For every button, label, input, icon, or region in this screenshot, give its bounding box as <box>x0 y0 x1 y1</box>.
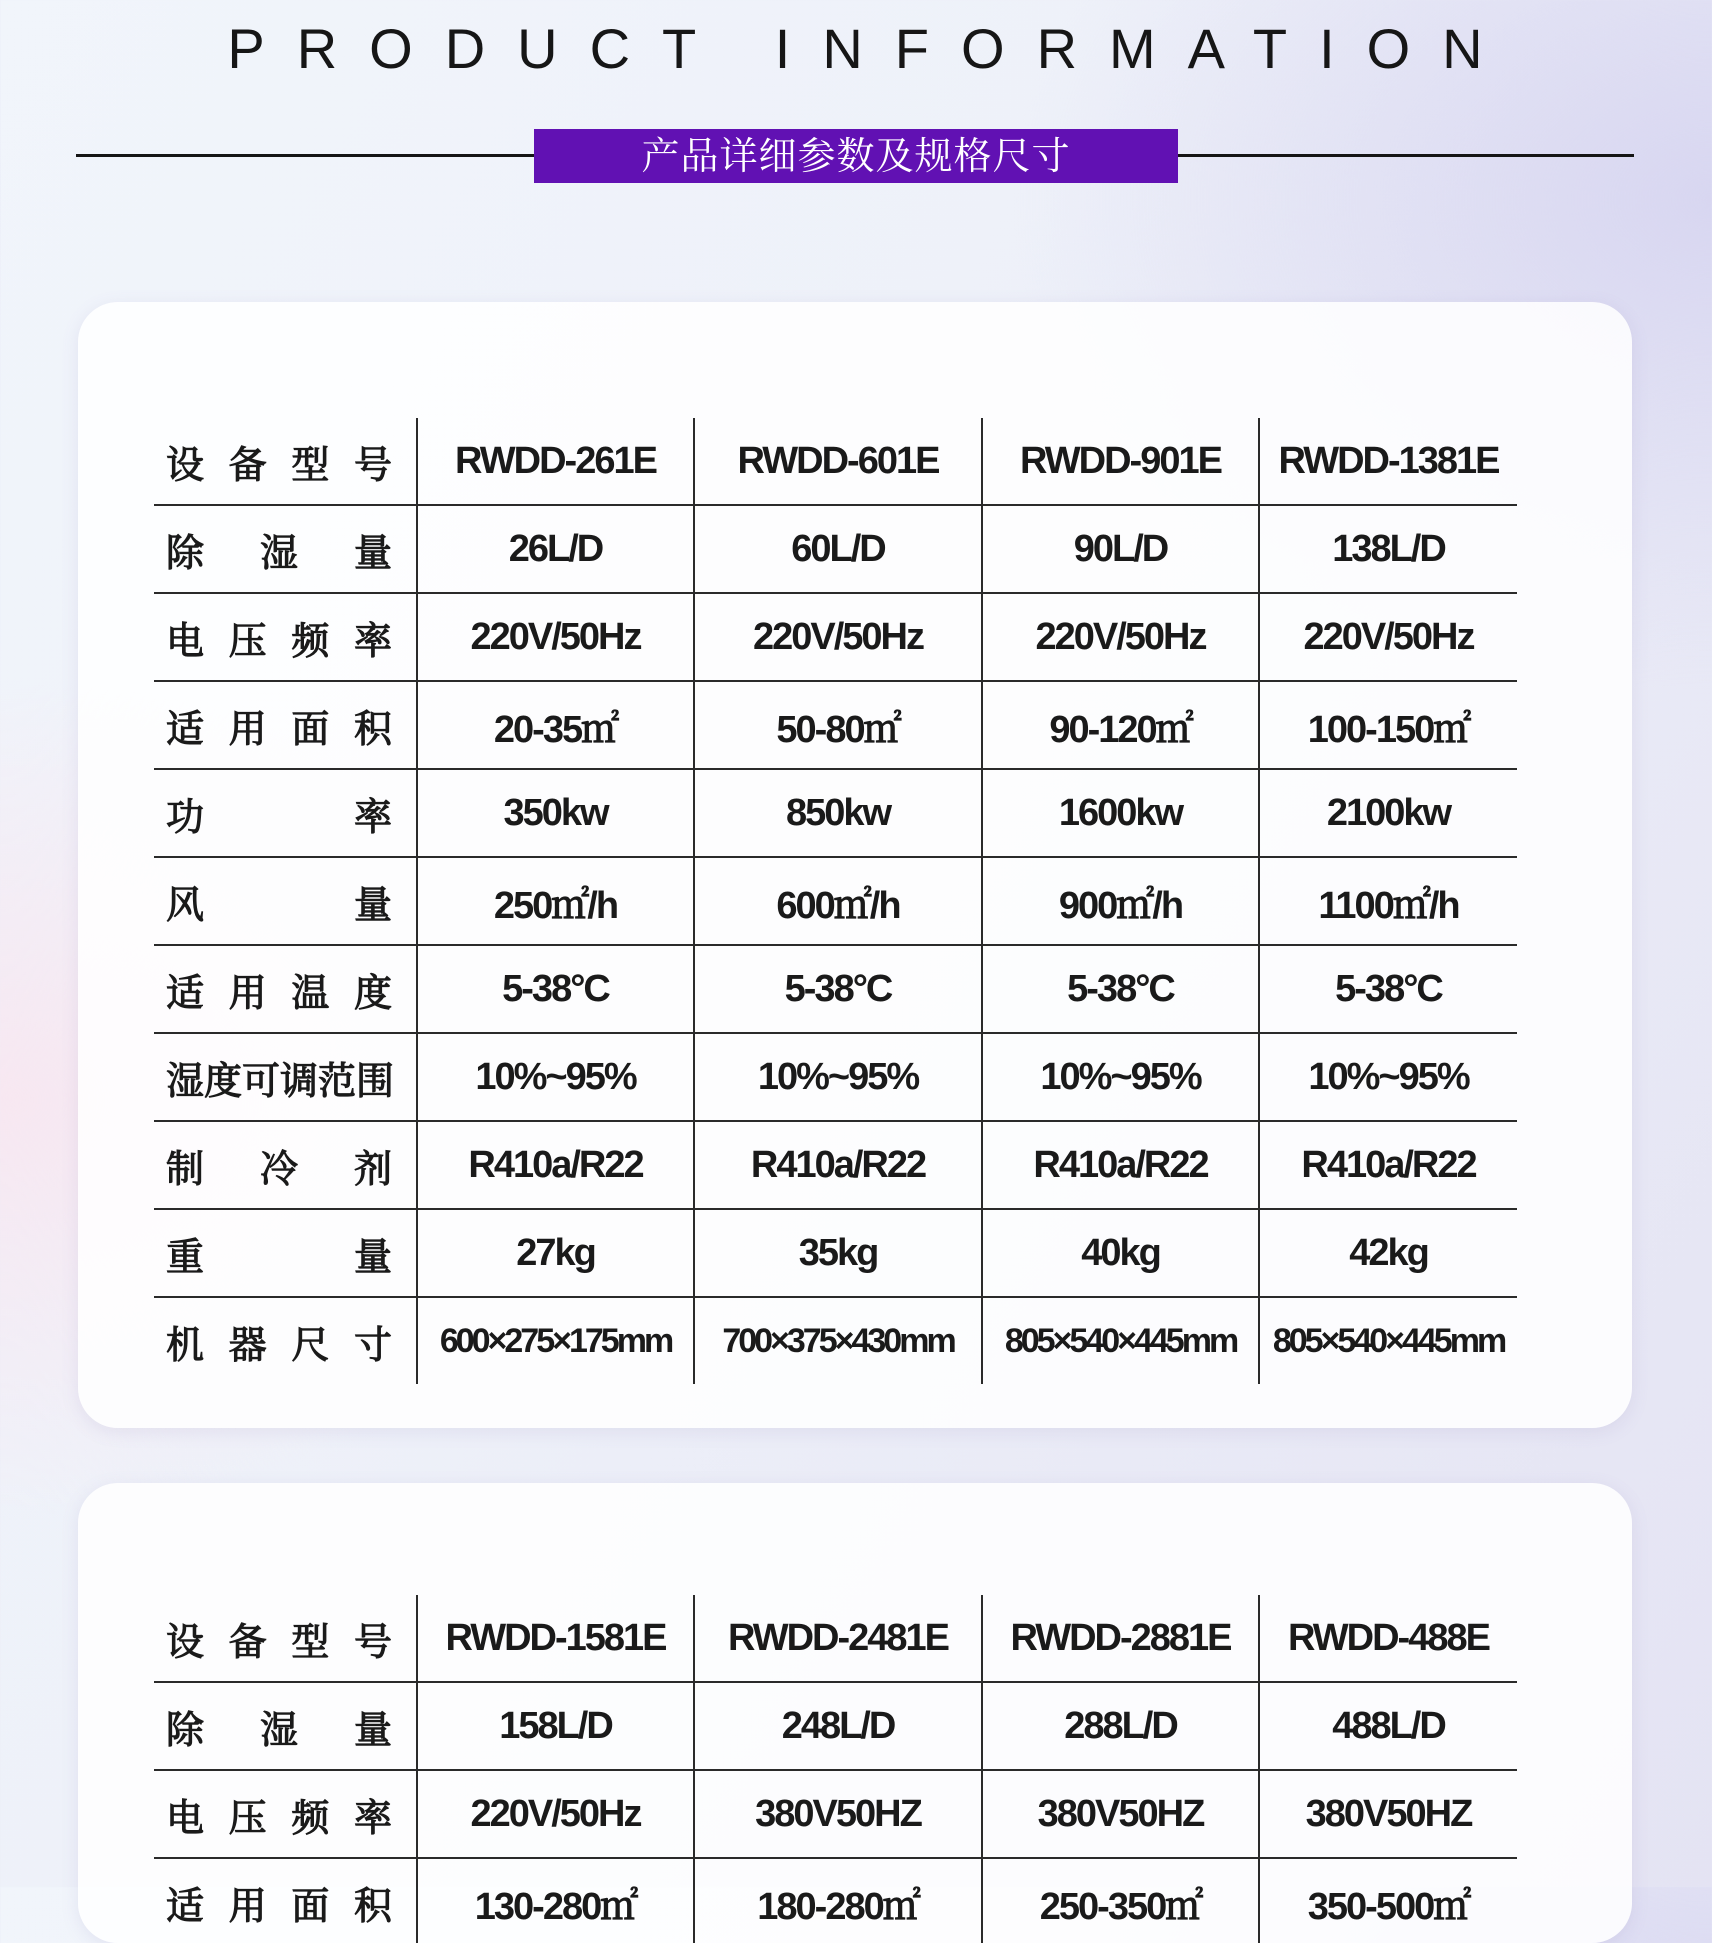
table-cell: 60L/D <box>694 505 982 593</box>
table-cell: 138L/D <box>1259 505 1517 593</box>
table-cell: 42kg <box>1259 1209 1517 1297</box>
table-cell: 10%~95% <box>694 1033 982 1121</box>
label-char: 率 <box>353 618 392 663</box>
row-label-text <box>166 1875 392 1930</box>
label-char: 湿 <box>259 530 298 575</box>
label-char: 频 <box>291 618 330 663</box>
table-cell: 100-150㎡ <box>1259 681 1517 769</box>
table-cell: 220V/50Hz <box>1259 593 1517 681</box>
row-label <box>154 1121 417 1209</box>
row-label-text <box>166 434 392 489</box>
row-label <box>154 1770 417 1858</box>
spec-table-2 <box>154 1595 1517 1943</box>
row-label-text <box>166 522 392 577</box>
label-char: 适 <box>166 706 205 751</box>
label-char: 适 <box>166 1883 205 1928</box>
row-label-text <box>166 786 392 841</box>
table-cell: 10%~95% <box>417 1033 694 1121</box>
label-char: 剂 <box>353 1146 392 1191</box>
table-row <box>154 769 1517 857</box>
label-char: 风 <box>166 882 205 927</box>
table-cell: RWDD-488E <box>1259 1595 1517 1682</box>
row-label-text <box>166 1226 392 1281</box>
table-cell: 805×540×445mm <box>1259 1297 1517 1384</box>
label-char: 电 <box>166 1795 205 1840</box>
title-rule-left <box>76 154 536 157</box>
table-cell: 220V/50Hz <box>694 593 982 681</box>
label-char: 面 <box>291 1883 330 1928</box>
table-cell: 5-38°C <box>694 945 982 1033</box>
label-char: 重 <box>166 1234 205 1279</box>
table-cell: 248L/D <box>694 1682 982 1770</box>
table-cell: 600×275×175mm <box>417 1297 694 1384</box>
table-cell: 805×540×445mm <box>982 1297 1259 1384</box>
row-label <box>154 1595 417 1682</box>
table-cell: R410a/R22 <box>694 1121 982 1209</box>
label-char: 设 <box>166 442 205 487</box>
label-char: 除 <box>166 530 205 575</box>
spec-card-1 <box>78 302 1632 1428</box>
table-cell: 600㎡/h <box>694 857 982 945</box>
label-char: 积 <box>353 706 392 751</box>
table-cell: 50-80㎡ <box>694 681 982 769</box>
row-label-text <box>166 610 392 665</box>
table-cell: R410a/R22 <box>417 1121 694 1209</box>
table-cell: 26L/D <box>417 505 694 593</box>
table-row <box>154 593 1517 681</box>
table-cell: 350-500㎡ <box>1259 1858 1517 1943</box>
section-subtitle: 产品详细参数及规格尺寸 <box>534 129 1178 183</box>
table-cell: 350kw <box>417 769 694 857</box>
table-cell: 850kw <box>694 769 982 857</box>
row-label-text <box>166 1314 392 1369</box>
page-title: PRODUCT INFORMATION <box>227 17 1515 80</box>
label-char: 机 <box>166 1322 205 1367</box>
row-label <box>154 857 417 945</box>
label-char: 量 <box>353 882 392 927</box>
label-char: 用 <box>228 1883 267 1928</box>
label-char: 积 <box>353 1883 392 1928</box>
table-cell: 130-280㎡ <box>417 1858 694 1943</box>
table-row <box>154 1297 1517 1384</box>
table-cell: 220V/50Hz <box>417 593 694 681</box>
label-char: 冷 <box>259 1146 298 1191</box>
label-char: 湿 <box>259 1707 298 1752</box>
table-cell: 250-350㎡ <box>982 1858 1259 1943</box>
label-char: 设 <box>166 1619 205 1664</box>
label-char: 除 <box>166 1707 205 1752</box>
table-cell: 35kg <box>694 1209 982 1297</box>
table-cell: 380V50HZ <box>694 1770 982 1858</box>
row-label-text <box>166 1787 392 1842</box>
label-char: 面 <box>291 706 330 751</box>
label-char: 器 <box>228 1322 267 1367</box>
table-row <box>154 1121 1517 1209</box>
table-row <box>154 1033 1517 1121</box>
title-rule-right <box>1176 154 1634 157</box>
table-cell: 5-38°C <box>982 945 1259 1033</box>
table-cell: 220V/50Hz <box>417 1770 694 1858</box>
table-cell: R410a/R22 <box>1259 1121 1517 1209</box>
label-char: 备 <box>228 442 267 487</box>
label-char: 适 <box>166 970 205 1015</box>
label-char: 电 <box>166 618 205 663</box>
table-row <box>154 1682 1517 1770</box>
table-cell: RWDD-261E <box>417 418 694 505</box>
label-char: 号 <box>353 1619 392 1664</box>
label-char: 用 <box>228 706 267 751</box>
table-cell: 27kg <box>417 1209 694 1297</box>
table-cell: 5-38°C <box>417 945 694 1033</box>
table-cell: RWDD-2481E <box>694 1595 982 1682</box>
table-cell: 380V50HZ <box>982 1770 1259 1858</box>
row-label-text <box>166 874 392 929</box>
label-char: 功 <box>166 794 205 839</box>
label-char: 用 <box>228 970 267 1015</box>
table-cell: 2100kw <box>1259 769 1517 857</box>
label-char: 型 <box>291 442 330 487</box>
row-label <box>154 505 417 593</box>
label-char: 频 <box>291 1795 330 1840</box>
label-char: 量 <box>353 1234 392 1279</box>
table-cell: 380V50HZ <box>1259 1770 1517 1858</box>
label-char: 寸 <box>353 1322 392 1367</box>
row-label <box>154 593 417 681</box>
label-char: 尺 <box>291 1322 330 1367</box>
table-row <box>154 1209 1517 1297</box>
table-row <box>154 418 1517 505</box>
label-char: 量 <box>353 1707 392 1752</box>
row-label-text <box>166 1699 392 1754</box>
row-label <box>154 945 417 1033</box>
row-label <box>154 1858 417 1943</box>
row-label <box>154 1682 417 1770</box>
row-label-text <box>166 1050 395 1105</box>
table-row <box>154 1858 1517 1943</box>
table-cell: 20-35㎡ <box>417 681 694 769</box>
table-cell: 90-120㎡ <box>982 681 1259 769</box>
label-char: 湿度可调范围 <box>166 1058 395 1103</box>
table-cell: 10%~95% <box>1259 1033 1517 1121</box>
label-char: 压 <box>228 1795 267 1840</box>
table-row <box>154 505 1517 593</box>
table-row <box>154 945 1517 1033</box>
table-row <box>154 1770 1517 1858</box>
row-label-text <box>166 1611 392 1666</box>
table-cell: RWDD-601E <box>694 418 982 505</box>
row-label <box>154 769 417 857</box>
row-label-text <box>166 698 392 753</box>
spec-table-1 <box>154 418 1517 1384</box>
table-cell: 40kg <box>982 1209 1259 1297</box>
row-label <box>154 418 417 505</box>
table-cell: 900㎡/h <box>982 857 1259 945</box>
label-char: 型 <box>291 1619 330 1664</box>
table-cell: RWDD-901E <box>982 418 1259 505</box>
label-char: 制 <box>166 1146 205 1191</box>
label-char: 率 <box>353 794 392 839</box>
label-char: 备 <box>228 1619 267 1664</box>
table-cell: 1100㎡/h <box>1259 857 1517 945</box>
row-label-text <box>166 1138 392 1193</box>
spec-card-2 <box>78 1483 1632 1943</box>
table-cell: 158L/D <box>417 1682 694 1770</box>
label-char: 温 <box>291 970 330 1015</box>
label-char: 量 <box>353 530 392 575</box>
table-cell: 250㎡/h <box>417 857 694 945</box>
label-char: 度 <box>353 970 392 1015</box>
table-row <box>154 857 1517 945</box>
table-cell: R410a/R22 <box>982 1121 1259 1209</box>
table-cell: 10%~95% <box>982 1033 1259 1121</box>
label-char: 号 <box>353 442 392 487</box>
row-label <box>154 1297 417 1384</box>
row-label <box>154 1033 417 1121</box>
table-cell: RWDD-1381E <box>1259 418 1517 505</box>
label-char: 率 <box>353 1795 392 1840</box>
row-label <box>154 681 417 769</box>
table-row <box>154 1595 1517 1682</box>
table-cell: RWDD-2881E <box>982 1595 1259 1682</box>
table-cell: 220V/50Hz <box>982 593 1259 681</box>
row-label <box>154 1209 417 1297</box>
table-cell: 700×375×430mm <box>694 1297 982 1384</box>
table-cell: 488L/D <box>1259 1682 1517 1770</box>
table-cell: 5-38°C <box>1259 945 1517 1033</box>
table-row <box>154 681 1517 769</box>
table-cell: 180-280㎡ <box>694 1858 982 1943</box>
table-cell: 288L/D <box>982 1682 1259 1770</box>
table-cell: 1600kw <box>982 769 1259 857</box>
label-char: 压 <box>228 618 267 663</box>
row-label-text <box>166 962 392 1017</box>
table-cell: 90L/D <box>982 505 1259 593</box>
table-cell: RWDD-1581E <box>417 1595 694 1682</box>
